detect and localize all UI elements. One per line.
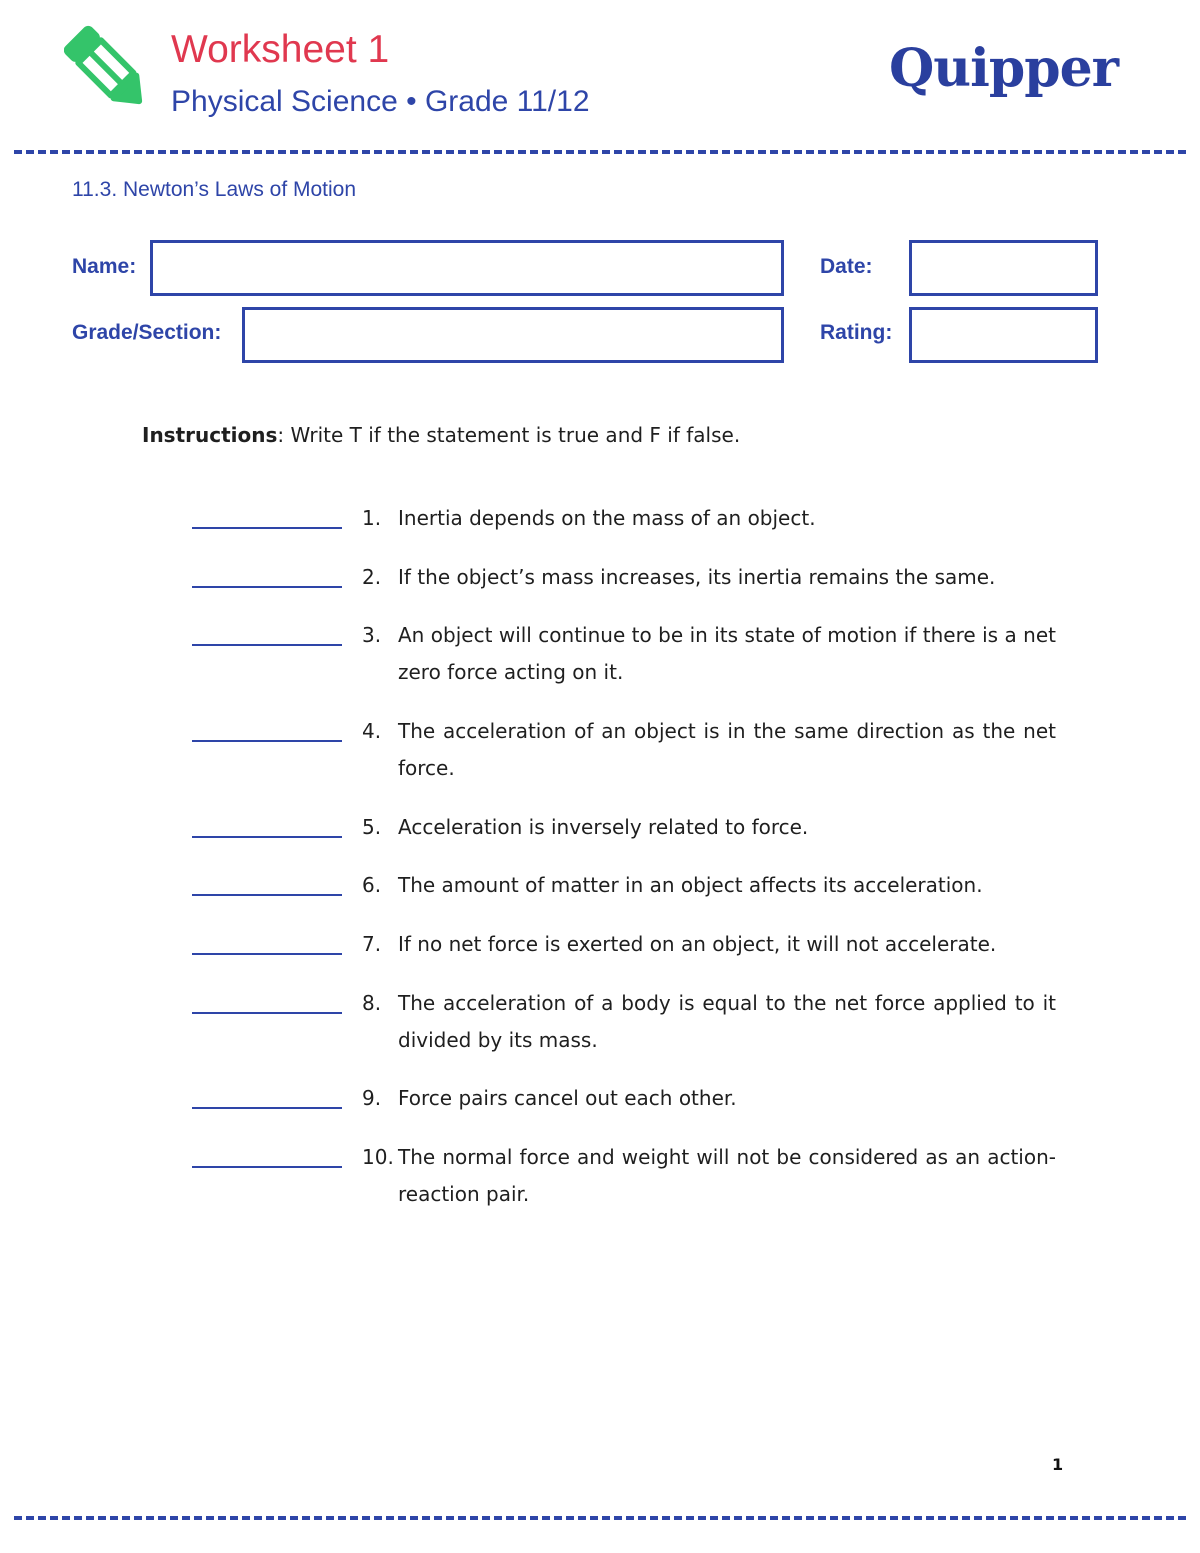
question-text-8: The acceleration of a body is equal to the net force applied to it divided by its mass.: [398, 991, 1056, 1052]
answer-blank-5[interactable]: [192, 836, 342, 838]
question-number-3: 3.: [362, 623, 382, 647]
question-number-6: 6.: [362, 873, 382, 897]
date-label: Date:: [820, 255, 873, 278]
answer-blank-8[interactable]: [192, 1012, 342, 1014]
page-number: 1: [1052, 1455, 1064, 1474]
question-number-10: 10.: [362, 1145, 394, 1169]
question-number-5: 5.: [362, 815, 382, 839]
instructions-text: : Write T if the statement is true and F if false.: [277, 423, 741, 447]
instructions-lead: Instructions: [142, 423, 278, 447]
answer-blank-10[interactable]: [192, 1166, 342, 1168]
question-number-4: 4.: [362, 719, 382, 743]
quipper-logo: Quipper: [889, 38, 1119, 99]
question-text-4: The acceleration of an object is in the same direction as the net force.: [398, 719, 1056, 780]
question-text-3: An object will continue to be in its state of motion if there is a net zero force acting on it.: [398, 623, 1056, 684]
question-number-2: 2.: [362, 565, 382, 589]
question-text-7: If no net force is exerted on an object, it will not accelerate.: [398, 932, 997, 956]
question-number-9: 9.: [362, 1086, 382, 1110]
instructions: [142, 421, 740, 449]
grade-section-field[interactable]: [242, 307, 784, 363]
answer-blank-6[interactable]: [192, 894, 342, 896]
question-number-8: 8.: [362, 991, 382, 1015]
worksheet-subtitle: Physical Science • Grade 11/12: [171, 85, 590, 118]
question-text-1: Inertia depends on the mass of an object.: [398, 506, 816, 530]
question-text-6: The amount of matter in an object affects its acceleration.: [398, 873, 983, 897]
answer-blank-1[interactable]: [192, 527, 342, 529]
question-text-5: Acceleration is inversely related to force.: [398, 815, 809, 839]
name-label: Name:: [72, 255, 137, 278]
answer-blank-3[interactable]: [192, 644, 342, 646]
question-number-1: 1.: [362, 506, 382, 530]
pencil-icon: [64, 24, 152, 116]
question-number-7: 7.: [362, 932, 382, 956]
rating-label: Rating:: [820, 321, 893, 344]
question-text-10: The normal force and weight will not be considered as an action-reaction pair.: [398, 1145, 1056, 1206]
bottom-dashed-divider: [14, 1516, 1186, 1520]
answer-blank-2[interactable]: [192, 586, 342, 588]
question-text-9: Force pairs cancel out each other.: [398, 1086, 737, 1110]
top-dashed-divider: [14, 150, 1186, 154]
worksheet-title: Worksheet 1: [171, 28, 390, 71]
rating-field[interactable]: [909, 307, 1098, 363]
date-field[interactable]: [909, 240, 1098, 296]
answer-blank-7[interactable]: [192, 953, 342, 955]
question-text-2: If the object’s mass increases, its inertia remains the same.: [398, 565, 996, 589]
answer-blank-4[interactable]: [192, 740, 342, 742]
grade-section-label: Grade/Section:: [72, 321, 222, 344]
answer-blank-9[interactable]: [192, 1107, 342, 1109]
name-field[interactable]: [150, 240, 784, 296]
section-title: 11.3. Newton’s Laws of Motion: [72, 178, 357, 201]
